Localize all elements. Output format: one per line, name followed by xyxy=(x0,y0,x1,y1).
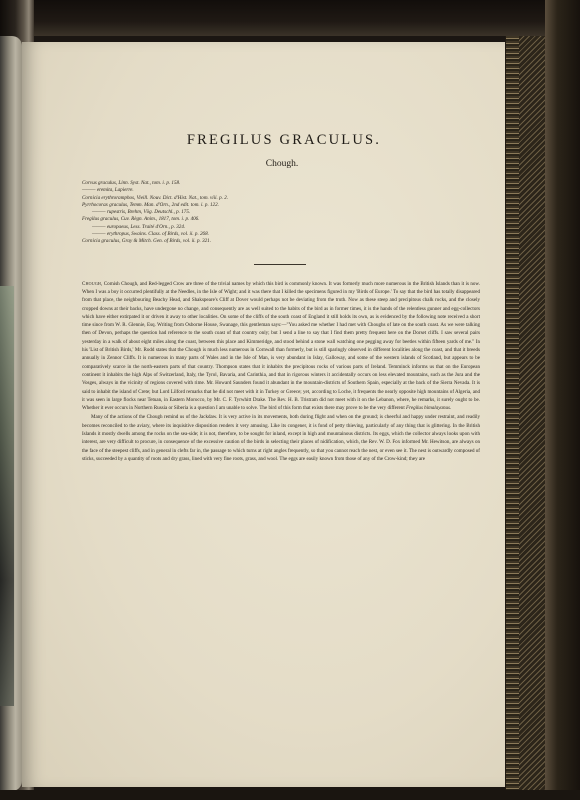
synonym-entry: Pyrrhocorax graculus, Temm. Man. d'Orn., 2nd edit. tom. i. p. 122. xyxy=(82,201,219,208)
page-content xyxy=(82,132,482,463)
body-text xyxy=(82,280,482,464)
book-top-edge xyxy=(0,0,580,36)
synonym-entry: ——— europaeus, Less. Traité d'Orn., p. 324. xyxy=(92,223,186,230)
synonym-entry: Cornicia graculus, Gray & Mitch. Gen. of Birds, vol. ii. p. 321. xyxy=(82,238,211,245)
common-name: Chough. xyxy=(265,159,299,169)
synonymy-list xyxy=(82,180,482,246)
book-page xyxy=(22,42,505,787)
section-divider xyxy=(254,264,306,265)
facing-plate-illustration xyxy=(0,286,14,706)
paragraph-2: Many of the actions of the Chough remind us of the Jackdaw. It is very active in its movements, both during flight and when on the ground; is cheerful and happy under restraint, and readily becomes reconciled to the aviary, where its inquisitive disposition renders it very amusing. Like its congener, it is fond of petty thieving, particularly of any thing that is glittering. In the British Islands it mostly dwells among the rocks on the sea-side; it is not, therefore, to be sought for inland, except in high and mountainous districts. Its eggs, which the collector always looks upon with interest, are very difficult to procure, in consequence of the excessive caution of the birds in selecting their places of nidification, which, the Rev. W. D. Fox informed Mr. Hewitson, are always on the face of the steepest cliffs, and in general in clefts far in, the passage to which turns at right angles frequently, so that you cannot reach the nest, or even see it. The nest is outwardly composed of sticks, succeeded by a quantity of roots and dry grass, lined with very fine roots, grass, and wool. The eggs are easily known from those of any of the Crow-kind; they are xyxy=(82,414,480,462)
species-title: FREGILUS GRACULUS. xyxy=(186,132,382,148)
synonym-entry: Fregilus graculus, Cuv. Règn. Anim., 1817, tom. i. p. 406. xyxy=(82,216,200,223)
book-bottom-edge xyxy=(0,790,580,800)
synonym-entry: ——— erythropus, Swains. Class. of Birds, vol. ii. p. 268. xyxy=(92,231,209,238)
synonym-entry: ——— eremita, Lapierre. xyxy=(82,187,134,194)
synonym-entry: Cornicia erythroramphos, Vieill. Nouv. Dict. d'Hist. Nat., tom. viii. p. 2. xyxy=(82,194,229,201)
ornamental-border-pattern xyxy=(519,36,545,790)
paragraph-1: Chough, Cornish Chough, and Red-legged Crow are three of the trivial names by which this bird is commonly known. It was formerly much more numerous in the British Islands than it is now. When I was a boy it occurred plentifully at the Needles, in the Isle of Wight; and it was there that I killed the specimens figured in my 'Birds of Europe.' To say that the bird has totally disappeared from that place, the neighbouring Beachy Head, and Shakspeare's Cliff at Dover would perhaps not be deviating from the truth. Now as these steep and precipitous chalk rocks, and the closely cropped downs at their backs, have undergone no change, and consequently are as well suited to the habits of the bird as in former times, it is the hands of the relentless gunner and egg-collectors which have either extirpated it or driven it away to other localities. On some of the cliffs of the south coast of England it still holds its own, as is evidenced by the following note received a short time since from W. R. Glennie, Esq. Writing from Osborne House, Swanage, this gentleman says:—"You asked me whether I had met with Choughs of late on the south coast. As we were talking then of Devon, perhaps the question had reference to the south coast of that country only; but I send a line to say that I find them pretty frequent here on the Dorset cliffs. I saw several pairs yesterday in a walk of about eight miles along the coast, between this place and Kimmeridge, and stood behind a stone wall watching one pegging away for beetles within fifteen yards of me." In his 'List of British Birds,' Mr. Rodd states that the Chough is much less numerous in Cornwall than formerly, but is still sparingly observed in different localities along the coast, and that it breeds annually in Zennor Cliffs. It is numerous in many parts of Wales and in the Isle of Man, is very abundant in Islay, Galloway, and some of the western islands of Scotland, but appears to be comparatively scarce in the north-eastern parts of that country. Thompson states that it inhabits the precipitous rocks of various parts of Ireland. Temminck informs us that on the European continent it inhabits the high Alps of Switzerland, Italy, the Tyrol, Bavaria, and Carinthia, and that in rigorous winters it accidentally occurs on less elevated mountains, such as the Jura and the Vosges, always in the vicinity of regions covered with rime. Mr. Howard Saunders found it abundant in the mountain-districts of Southern Spain, especially at the back of the Sierra Nevada. It is said to inhabit the island of Crete; but Lord Lilford remarks that he did not meet with it in Turkey or Greece; yet, according to Loche, it frequents the nearly opposite high mountains of Algeria, and it was seen in large flocks near Tetuan, in Eastern Morocco, by Mr. C. F. Tyrwhitt Drake. The Rev. H. B. Tristram did not meet with it on the Lebanon, where, he remarks, it surely ought to be. Whether it ever occurs in Northern Russia or Siberia is a question I am unable to solve. The bird of this form that exists there may prove to be the very different Fregilus himalayanus. xyxy=(82,280,480,412)
book-binding-right xyxy=(545,0,580,800)
lead-word: Chough xyxy=(82,280,102,287)
synonym-entry: ——— rupestris, Brehm, Vög. Deutschl., p. 175. xyxy=(92,209,191,216)
synonym-entry: Corvus graculus, Linn. Syst. Nat., tom. i. p. 158. xyxy=(82,180,181,186)
facing-page-edge xyxy=(0,36,22,791)
